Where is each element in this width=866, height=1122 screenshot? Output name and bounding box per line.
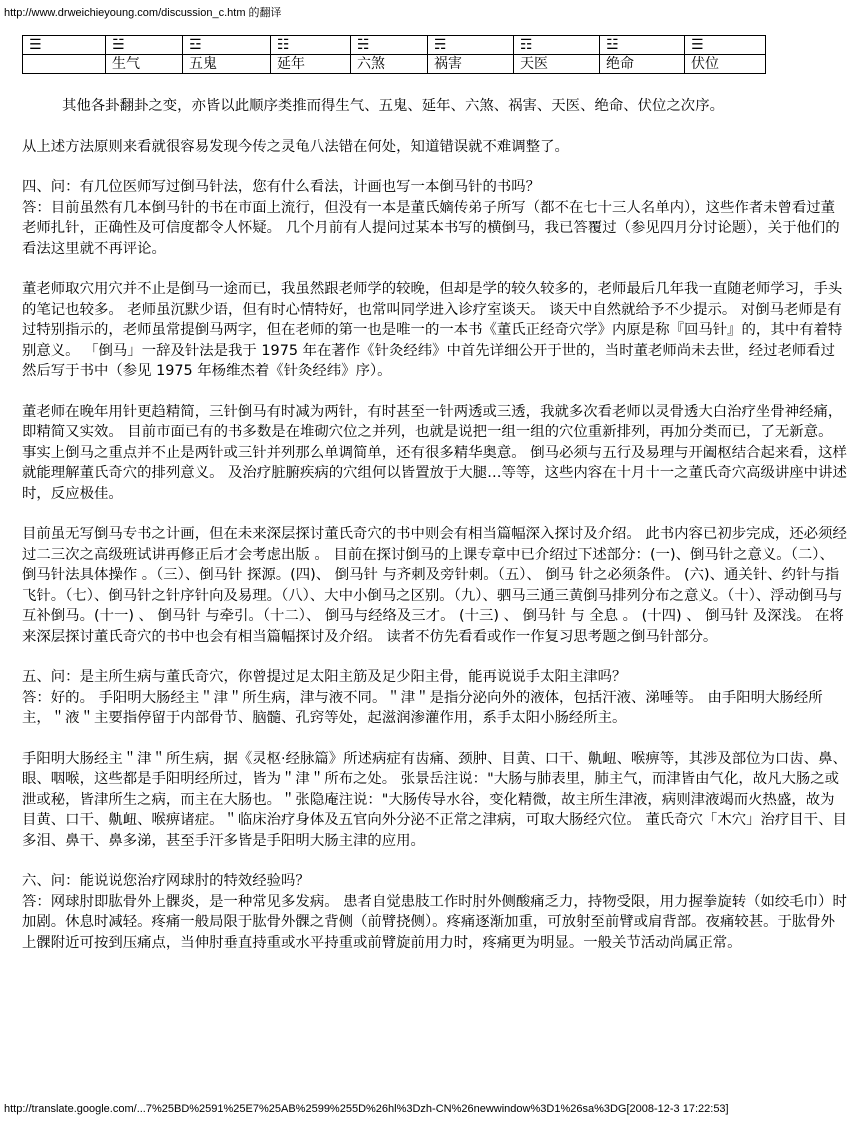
trigram-symbol: ☵ [351,36,428,55]
trigram-label: 天医 [514,55,600,74]
trigram-symbol: ☱ [106,36,183,55]
trigram-label: 祸害 [428,55,514,74]
trigram-label [23,55,106,74]
article-body [22,96,848,973]
trigram-label-row [23,55,766,74]
trigram-label: 五鬼 [183,55,271,74]
trigram-label: 伏位 [685,55,766,74]
paragraph-trigram-order: 其他各卦翻卦之变，亦皆以此顺序类推而得生气、五鬼、延年、六煞、祸害、天医、绝命、伏位之次序。 [62,98,724,114]
paragraph-book-plan: 目前虽无写倒马专书之计画，但在未来深层探讨董氏奇穴的书中则会有相当篇幅深入探讨及介绍。 此书内容已初步完成，还必须经过二三次之高级班试讲再修正后才会考虑出版 。 目前在探讨倒马的上课专章中已介绍过下述部分：(一)、倒马针之意义。（二）、 倒马针法具体操作 。（三）、倒马针 探源。(四)、 倒马针 与齐刺及旁针刺。（五）、 倒马 针之必须条件。 (六)、通关针、约针与指飞针。（七）、倒马针之针序针向及易理。（八）、大中小倒马之区别。（九）、驷马三通三黄倒马排列分布之意义。（十）、浮动倒马与互补倒马。(十一) 、 倒马针 与牵引。（十二）、 倒马与经络及三才。 (十三) 、 倒马针 与 全息 。 (十四) 、 倒马针 及深浅。 在将来深层探讨董氏奇穴的书中也会有相当篇幅探讨及介绍。 读者不仿先看看或作一作复习思考题之倒马针部分。 [22,526,847,645]
paragraph-late-years: 董老师在晚年用针更趋精简，三针倒马有时减为两针，有时甚至一针两透或三透，我就多次看老师以灵骨透大白治疗坐骨神经痛，即精简又实效。 目前市面已有的书多数是在堆砌穴位之并列，也就是说把一组一组的穴位重新排列，再加分类而已，了无新意。 事实上倒马之重点并不止是两针或三针并列那么单调简单，还有很多精华奥意。 倒马必须与五行及易理与开阖枢结合起来看，这样就能理解董氏奇穴的排列意义。 及治疗脏腑疾病的穴组何以皆置放于大腿…等等，这些内容在十月十一之董氏奇穴高级讲座中讲述时，反应极佳。 [22,403,847,502]
trigram-symbol: ☳ [600,36,685,55]
trigram-symbol: ☰ [685,36,766,55]
paragraph-teacher-practice: 董老师取穴用穴并不止是倒马一途而已，我虽然跟老师学的较晚，但却是学的较久较多的，老师最后几年我一直随老师学习，手头的笔记也较多。 老师虽沉默少语，但有时心情特好，也常叫同学进入诊疗室谈天。 谈天中自然就给予不少提示。 对倒马老师是有过特别指示的，老师虽常提倒马两字，但在老师的第一也是唯一的一本书《董氏正经奇穴学》内原是称『回马针』的，其中有着特别意义。 「倒马」一辞及针法是我于 1975 年在著作《针灸经纬》中首先详细公开于世的，当时董老师尚未去世，经过老师看过然后写于书中（参见 1975 年杨维杰着《针灸经纬》序）。 [22,281,843,379]
page-url-header: http://www.drweichieyoung.com/discussion_c.htm 的翻译 [4,7,282,19]
trigram-symbol-row [23,36,766,55]
page-url-footer: http://translate.google.com/...7%25BD%2591%25E7%25AB%2599%255D%26hl%3Dzh-CN%26newwindow%3D1%26sa%3DG[2008-12-3 17:22:53] [4,1103,729,1115]
trigram-label: 绝命 [600,55,685,74]
trigram-symbol: ☲ [183,36,271,55]
qa-six: 六、问：能说说您治疗网球肘的特效经验吗？ 答：网球肘即肱骨外上髁炎，是一种常见多发病。 患者自觉患肢工作时肘外侧酸痛乏力，持物受限，用力握拳旋转（如绞毛巾）时加剧。休息时减轻。疼痛一般局限于肱骨外髁之背侧（前臂挠侧）。疼痛逐渐加重，可放射至前臂或肩背部。夜痛较甚。于肱骨外上髁附近可按到压痛点，当伸肘垂直持重或水平持重或前臂旋前用力时，疼痛更为明显。一般关节活动尚属正常。 [22,873,847,951]
trigram-label: 生气 [106,55,183,74]
paragraph-lingui-note: 从上述方法原则来看就很容易发现今传之灵龟八法错在何处，知道错误就不难调整了。 [22,138,569,155]
trigram-table [22,35,766,74]
trigram-symbol: ☴ [428,36,514,55]
qa-five: 五、问：是主所生病与董氏奇穴，你曾提过足太阳主筋及足少阳主骨，能再说说手太阳主津吗？ 答：好的。 手阳明大肠经主＂津＂所生病，津与液不同。＂津＂是指分泌向外的液体，包括汗液、涕唾等。 由手阳明大肠经所主，＂液＂主要指停留于内部骨节、脑髓、孔窍等处，起滋润渗灌作用，系手太阳小肠经所主。 [22,669,823,726]
trigram-label: 延年 [271,55,351,74]
qa-four: 四、问：有几位医师写过倒马针法，您有什么看法，计画也写一本倒马针的书吗？ 答：目前虽然有几本倒马针的书在市面上流行，但没有一本是董氏嫡传弟子所写（都不在七十三人名单内），这些作者未曾看过董老师扎针，正确性及可信度都令人怀疑。 几个月前有人提问过某本书写的横倒马，我已答覆过（参见四月分讨论题），关于他们的看法这里就不再评论。 [22,179,840,257]
trigram-label: 六煞 [351,55,428,74]
paragraph-large-intestine: 手阳明大肠经主＂津＂所生病，据《灵枢·经脉篇》所述病症有齿痛、颈肿、目黄、口干、鼽衄、喉痹等，其涉及部位为口齿、鼻、眼、咽喉，这些都是手阳明经所过，皆为＂津＂所布之处。 张景岳注说："大肠与肺表里，肺主气，而津皆由气化，故凡大肠之或泄或秘，皆津所生之病，而主在大肠也。＂张隐庵注说："大肠传导水谷，变化精微，故主所生津液，病则津液竭而火热盛，故为目黄、口干、鼽衄、喉痹诸症。＂临床治疗身体及五官向外分泌不正常之津病，可取大肠经穴位。 董氏奇穴「木穴」治疗目干、目多泪、鼻干、鼻多涕，甚至手汗多皆是手阳明大肠主津的应用。 [22,750,847,849]
trigram-symbol: ☷ [271,36,351,55]
trigram-symbol: ☰ [23,36,106,55]
trigram-symbol: ☶ [514,36,600,55]
